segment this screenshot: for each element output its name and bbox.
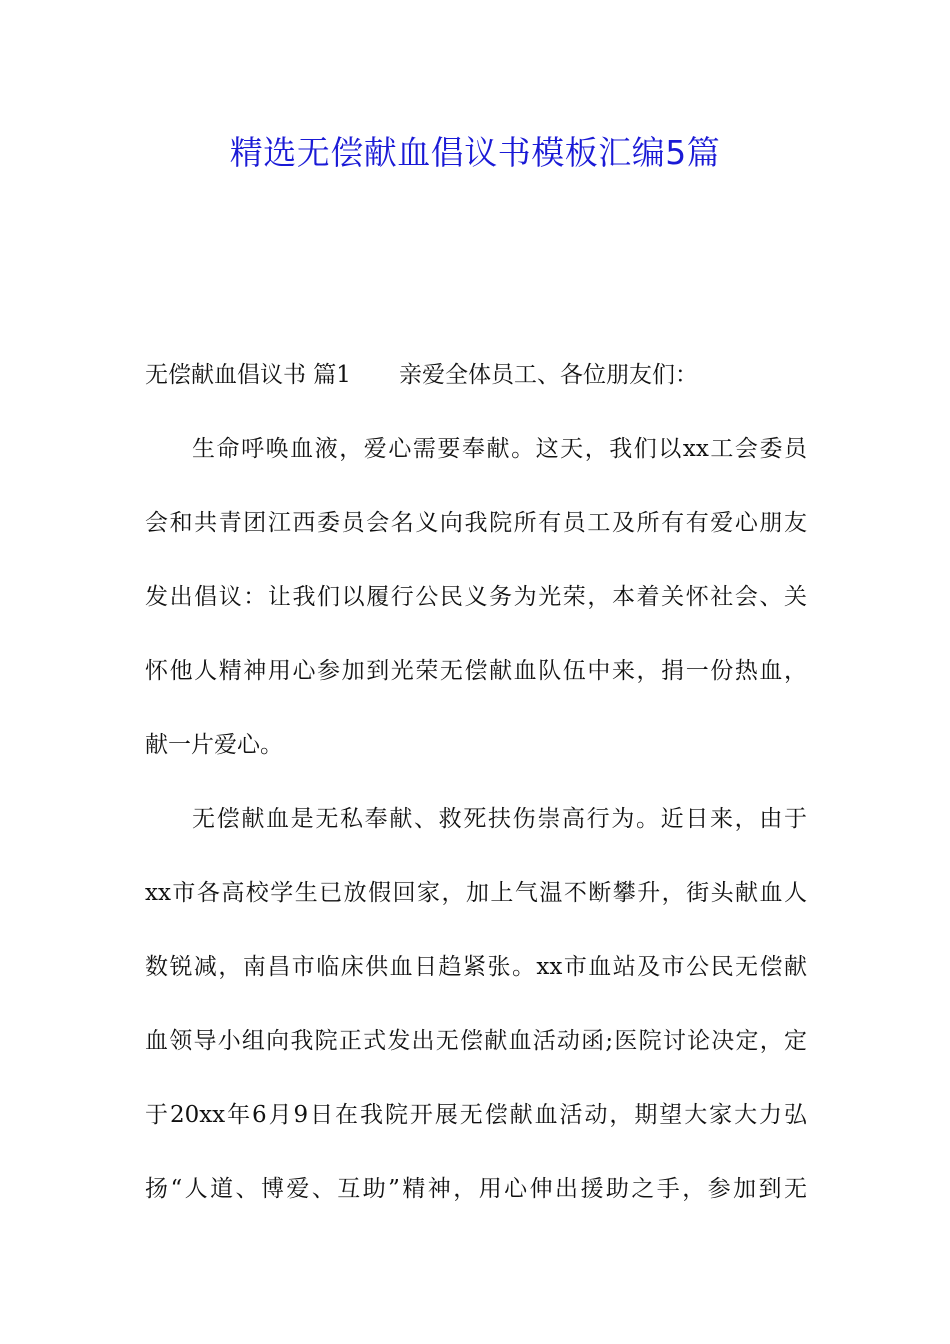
paragraph-line: 发出倡议：让我们以履行公民义务为光荣，本着关怀社会、关: [145, 584, 807, 610]
paragraph-line: 生命呼唤血液，爱心需要奉献。这天，我们以xx工会委员: [192, 436, 807, 462]
paragraph-line: 怀他人精神用心参加到光荣无偿献血队伍中来，捐一份热血，: [145, 658, 807, 684]
document-title: 精选无偿献血倡议书模板汇编5篇: [229, 133, 721, 172]
paragraph-line: 扬“人道、博爱、互助”精神，用心伸出援助之手，参加到无: [145, 1176, 807, 1202]
salutation: 亲爱全体员工、各位朋友们：: [398, 362, 698, 388]
paragraph-line: 于20xx年6月9日在我院开展无偿献血活动，期望大家大力弘: [145, 1102, 807, 1128]
paragraph-1: [145, 412, 807, 782]
paragraph-2: [145, 782, 807, 1226]
paragraph-line: 会和共青团江西委员会名义向我院所有员工及所有有爱心朋友: [145, 510, 807, 536]
intro-line: [145, 338, 807, 412]
paragraph-line: xx市各高校学生已放假回家，加上气温不断攀升，街头献血人: [145, 880, 807, 906]
paragraph-line: 无偿献血是无私奉献、救死扶伤崇高行为。近日来，由于: [192, 806, 807, 832]
paragraph-line: 献一片爱心。: [145, 732, 283, 758]
paragraph-line: 数锐减，南昌市临床供血日趋紧张。xx市血站及市公民无偿献: [145, 954, 807, 980]
document-body: [145, 338, 807, 1226]
paragraph-line: 血领导小组向我院正式发出无偿献血活动函;医院讨论决定，定: [145, 1028, 807, 1054]
section-label: 无偿献血倡议书 篇1: [145, 362, 351, 388]
